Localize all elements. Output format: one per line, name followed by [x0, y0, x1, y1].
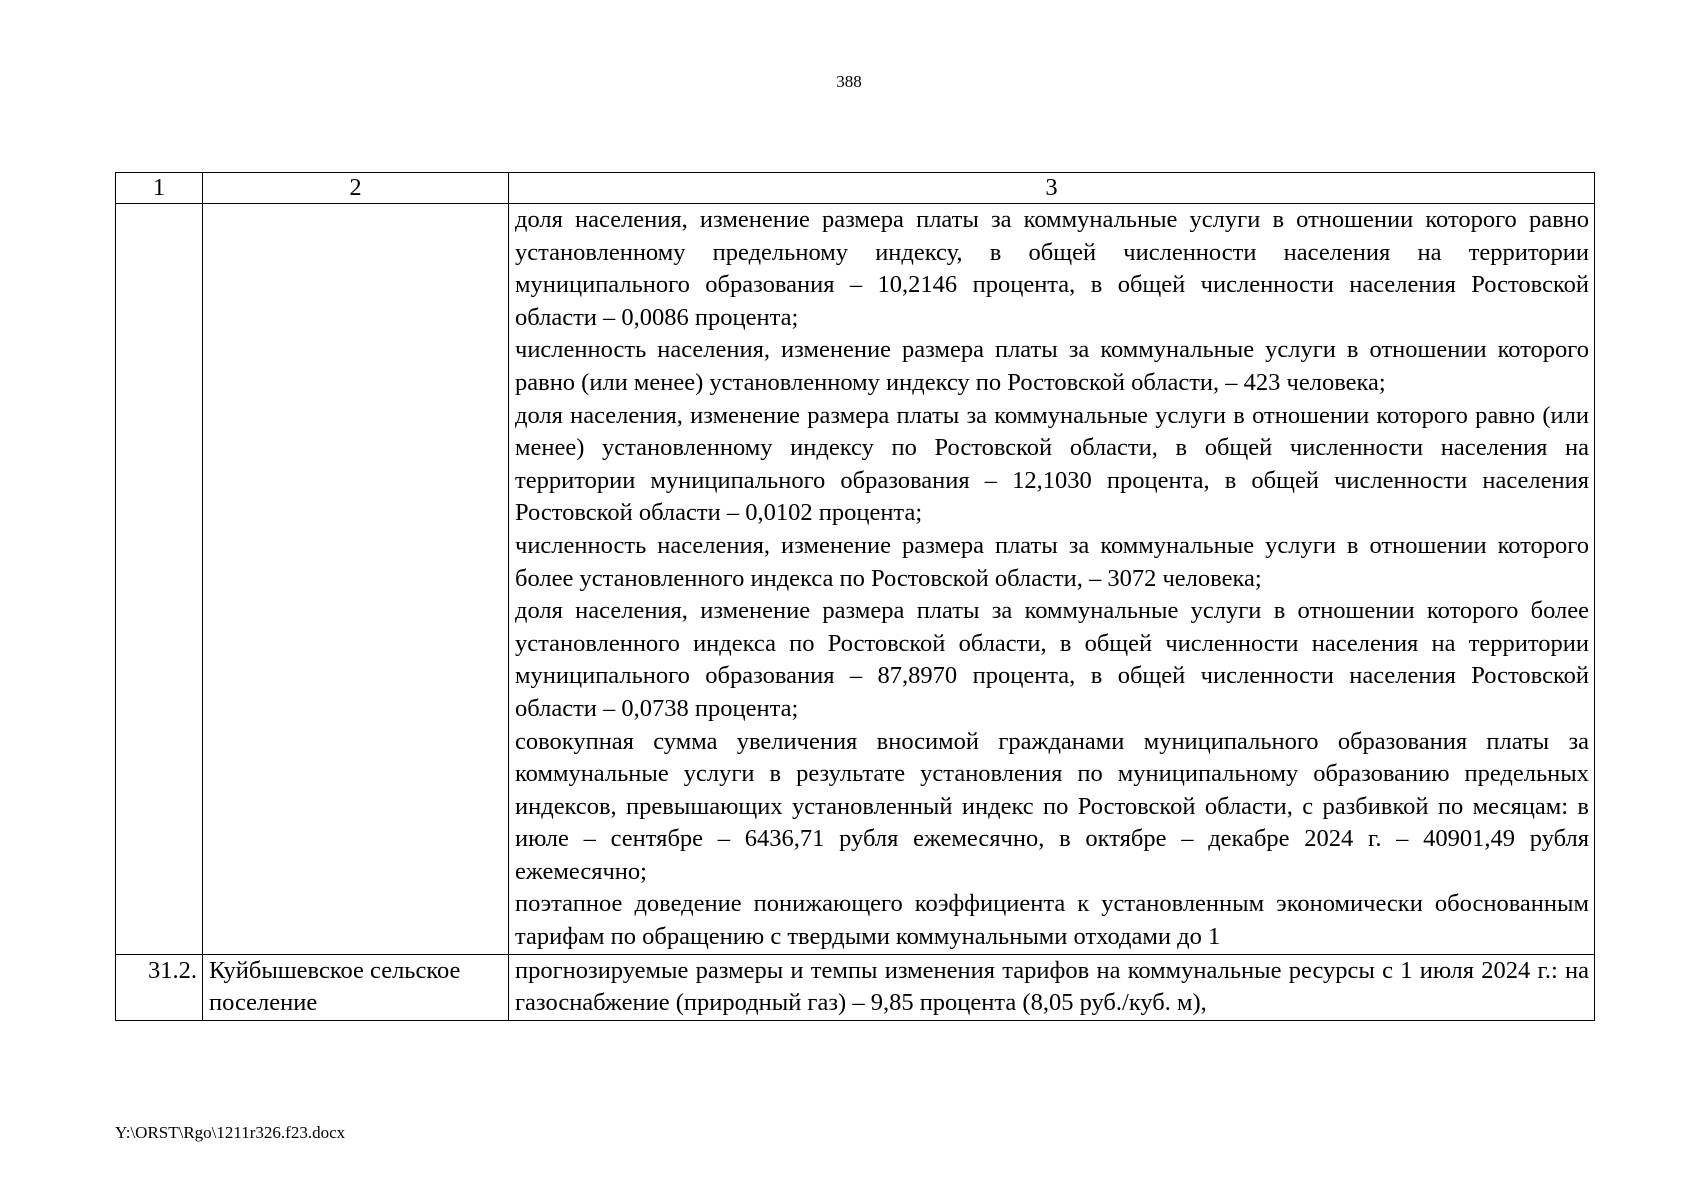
row-number-cell: [116, 204, 203, 955]
footer-file-path: Y:\ORST\Rgo\1211r326.f23.docx: [115, 1123, 346, 1142]
column-number-2: 2: [203, 173, 509, 204]
document-table: [115, 172, 1595, 1021]
paragraph: доля населения, изменение размера платы за коммунальные услуги в отношении которого более установленного индекса по Ростовской области, в общей численности населения на территории муниципального образования – 87,8970 процента, в общей численности населения Ростовской области – 0,0738 процента;: [515, 597, 1589, 722]
paragraph: численность населения, изменение размера платы за коммунальные услуги в отношении которого равно (или менее) установленному индексу по Ростовской области, – 423 человека;: [515, 336, 1589, 396]
settlement-name-cell: [203, 204, 509, 955]
paragraph: совокупная сумма увеличения вносимой гражданами муниципального образования платы за коммунальные услуги в результате установления по муниципальному образованию предельных индексов, превышающих установленный индекс по Ростовской области, с разбивкой по месяцам: в июле – сентябре – 6436,71 рубля ежемесячно, в октябре – декабре 2024 г. – 40901,49 рубля ежемесячно;: [515, 727, 1589, 885]
page-number: 388: [836, 72, 862, 91]
paragraph: численность населения, изменение размера платы за коммунальные услуги в отношении которого более установленного индекса по Ростовской области, – 3072 человека;: [515, 531, 1589, 592]
description-cell: [509, 204, 1595, 955]
column-number-3: 3: [509, 173, 1595, 204]
paragraph: доля населения, изменение размера платы за коммунальные услуги в отношении которого равно (или менее) установленному индексу по Ростовской области, в общей численности населения на территории муниципального образования – 12,1030 процента, в общей численности населения Ростовской области – 0,0102 процента;: [515, 401, 1589, 527]
paragraph: доля населения, изменение размера платы за коммунальные услуги в отношении которого равно установленному предельному индексу, в общей численности населения на территории муниципального образования – 10,2146 процента, в общей численности населения Ростовской области – 0,0086 процента;: [515, 206, 1589, 331]
table-row: [116, 954, 1595, 1020]
paragraph: поэтапное доведение понижающего коэффициента к установленным экономически обоснованным тарифам по обращению с твердыми коммунальными отходами до 1: [515, 890, 1589, 951]
row-number-cell: 31.2.: [116, 954, 203, 1020]
settlement-name-cell: Куйбышевское сельское поселение: [203, 954, 509, 1020]
table-row: [116, 204, 1595, 955]
column-number-1: 1: [116, 173, 203, 204]
table-header-row: [116, 173, 1595, 204]
description-cell: прогнозируемые размеры и темпы изменения тарифов на коммунальные ресурсы с 1 июля 2024 г.: на газоснабжение (природный газ) – 9,85 процента (8,05 руб./куб. м),: [509, 954, 1595, 1020]
